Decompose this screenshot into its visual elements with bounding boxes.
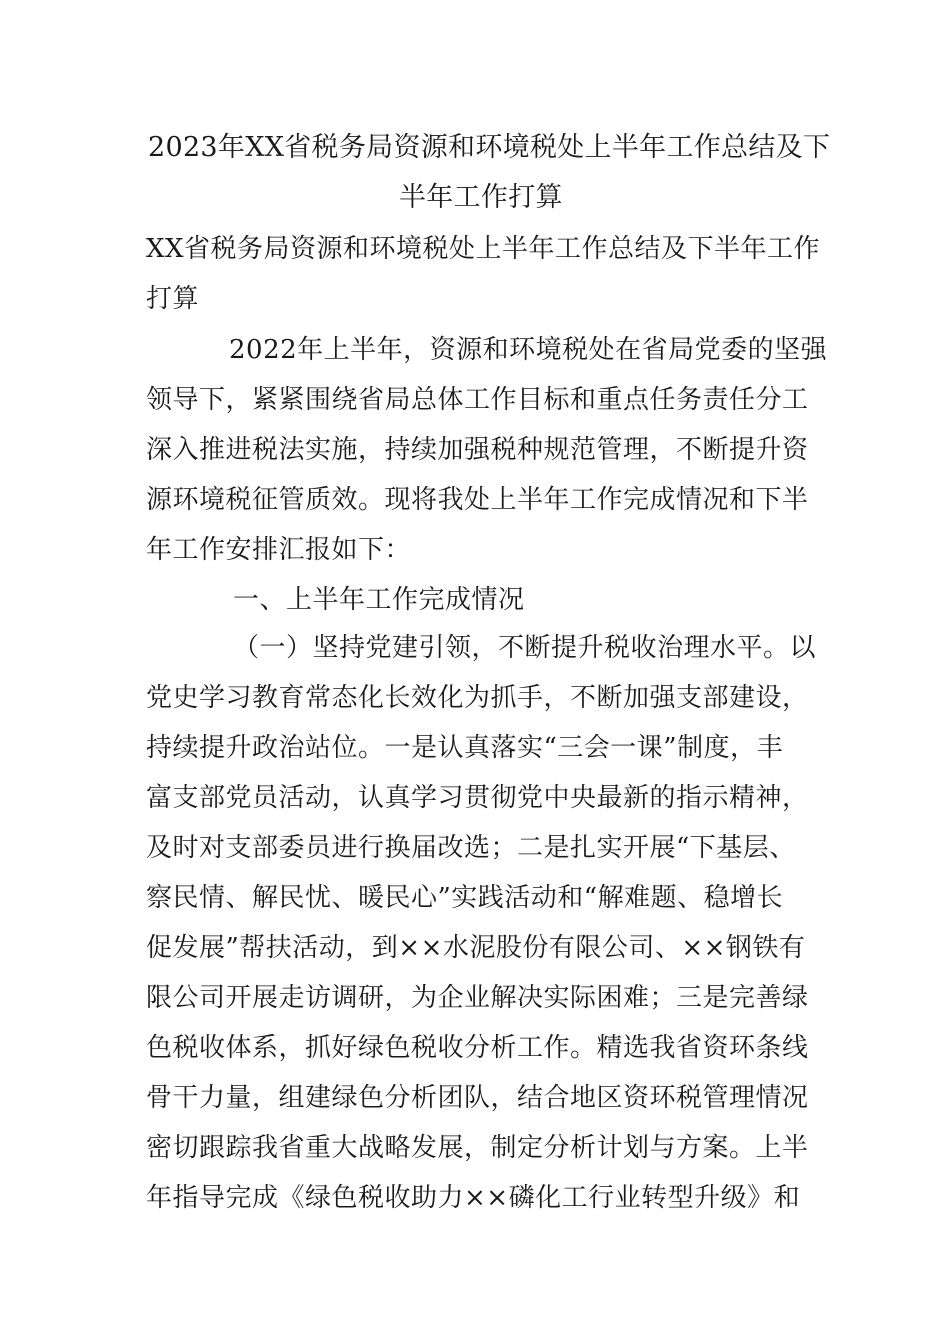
intro-paragraph-line-2: 领导下，紧紧围绕省局总体工作目标和重点任务责任分工 — [146, 385, 809, 415]
intro-paragraph-line-4: 源环境税征管质效。现将我处上半年工作完成情况和下半 — [146, 485, 809, 515]
body-paragraph-line-1: （一）坚持党建引领，不断提升税收治理水平。以 — [233, 633, 817, 663]
body-paragraph-line-2: 党史学习教育常态化长效化为抓手，不断加强支部建设， — [146, 683, 809, 713]
body-paragraph-line-12: 年指导完成《绿色税收助力××磷化工行业转型升级》和 — [146, 1183, 801, 1213]
body-paragraph-line-9: 色税收体系，抓好绿色税收分析工作。精选我省资环条线 — [146, 1033, 809, 1063]
intro-paragraph-line-5: 年工作安排汇报如下： — [146, 535, 412, 565]
intro-paragraph-line-1: 2022年上半年，资源和环境税处在省局党委的坚强 — [229, 335, 828, 365]
body-paragraph-line-5: 及时对支部委员进行换届改选；二是扎实开展“下基层、 — [146, 833, 796, 863]
document-subtitle-line-1: XX省税务局资源和环境税处上半年工作总结及下半年工作 — [146, 234, 821, 264]
section-heading: 一、上半年工作完成情况 — [233, 585, 525, 615]
body-paragraph-line-7: 促发展”帮扶活动，到××水泥股份有限公司、××钢铁有 — [146, 933, 806, 963]
intro-paragraph-line-3: 深入推进税法实施，持续加强税种规范管理，不断提升资 — [146, 435, 809, 465]
document-title-line-2: 半年工作打算 — [399, 182, 563, 213]
document-title-line-1: 2023年XX省税务局资源和环境税处上半年工作总结及下 — [148, 132, 831, 163]
body-paragraph-line-8: 限公司开展走访调研，为企业解决实际困难；三是完善绿 — [146, 983, 809, 1013]
body-paragraph-line-10: 骨干力量，组建绿色分析团队，结合地区资环税管理情况 — [146, 1083, 809, 1113]
body-paragraph-line-3: 持续提升政治站位。一是认真落实“三会一课”制度，丰 — [146, 733, 784, 763]
document-subtitle-line-2: 打算 — [146, 284, 200, 314]
body-paragraph-line-6: 察民情、解民忧、暖民心”实践活动和“解难题、稳增长 — [146, 883, 784, 913]
body-paragraph-line-11: 密切跟踪我省重大战略发展，制定分析计划与方案。上半 — [146, 1133, 809, 1163]
body-paragraph-line-4: 富支部党员活动，认真学习贯彻党中央最新的指示精神， — [146, 783, 809, 813]
